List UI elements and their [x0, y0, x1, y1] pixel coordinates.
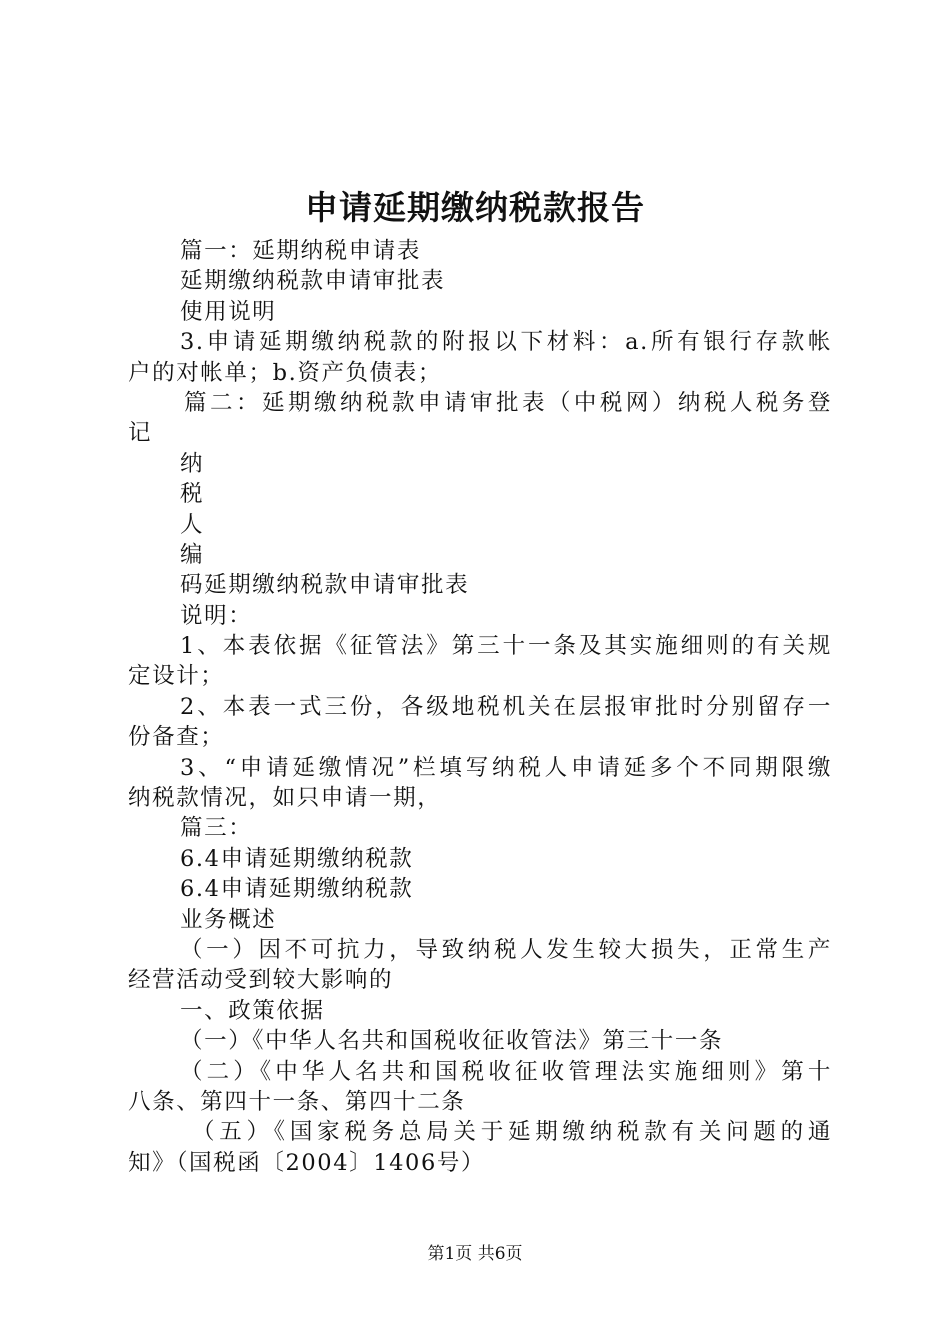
text-line: 一、政策依据: [180, 997, 325, 1024]
text-line: 篇一：延期纳税申请表: [180, 238, 422, 264]
text-line: 户的对帐单；b.资产负债表；: [128, 359, 442, 386]
text-line: 使用说明: [180, 298, 277, 325]
text-line: 纳: [180, 450, 205, 477]
text-line: 6.4申请延期缴纳税款: [180, 845, 414, 872]
text-line: （一）因不可抗力，导致纳税人发生较大损失，正常生产: [180, 936, 832, 963]
text-line: 税: [180, 481, 205, 508]
text-line: 3、“申请延缴情况”栏填写纳税人申请延多个不同期限缴: [180, 754, 832, 781]
text-line: 延期缴纳税款申请审批表: [180, 268, 446, 295]
page-number-footer: 第1页 共6页: [427, 1244, 523, 1264]
text-line: 说明：: [180, 602, 253, 629]
text-line: （一）《中华人名共和国税收征收管法》第三十一条: [180, 1028, 724, 1055]
text-line: 定设计；: [128, 663, 225, 690]
text-line: 八条、第四十一条、第四十二条: [128, 1088, 466, 1115]
text-line: 记: [128, 420, 153, 447]
text-line: 纳税款情况，如只申请一期，: [128, 785, 442, 812]
text-line: 人: [180, 511, 205, 538]
text-line: 篇三：: [180, 815, 253, 842]
text-line: 6.4申请延期缴纳税款: [180, 876, 414, 903]
text-line: 码延期缴纳税款申请审批表: [180, 572, 470, 599]
document-body: [128, 236, 832, 1178]
text-line: 篇二：延期缴纳税款申请审批表（中税网）纳税人税务登: [184, 389, 832, 416]
text-line: （五）《国家税务总局关于延期缴纳税款有关问题的通: [192, 1119, 832, 1146]
document-title: 申请延期缴纳税款报告: [305, 188, 645, 227]
text-line: 3.申请延期缴纳税款的附报以下材料：a.所有银行存款帐: [180, 329, 832, 356]
text-line: 份备查；: [128, 724, 225, 751]
text-line: 业务概述: [180, 906, 277, 933]
text-line: 1、本表依据《征管法》第三十一条及其实施细则的有关规: [180, 633, 832, 660]
text-line: 2、本表一式三份，各级地税机关在层报审批时分别留存一: [180, 693, 832, 720]
text-line: 经营活动受到较大影响的: [128, 967, 394, 994]
text-line: （二）《中华人名共和国税收征收管理法实施细则》第十: [180, 1058, 832, 1085]
text-line: 知》（国税函〔2004〕1406号）: [128, 1149, 486, 1176]
text-line: 编: [180, 541, 205, 568]
